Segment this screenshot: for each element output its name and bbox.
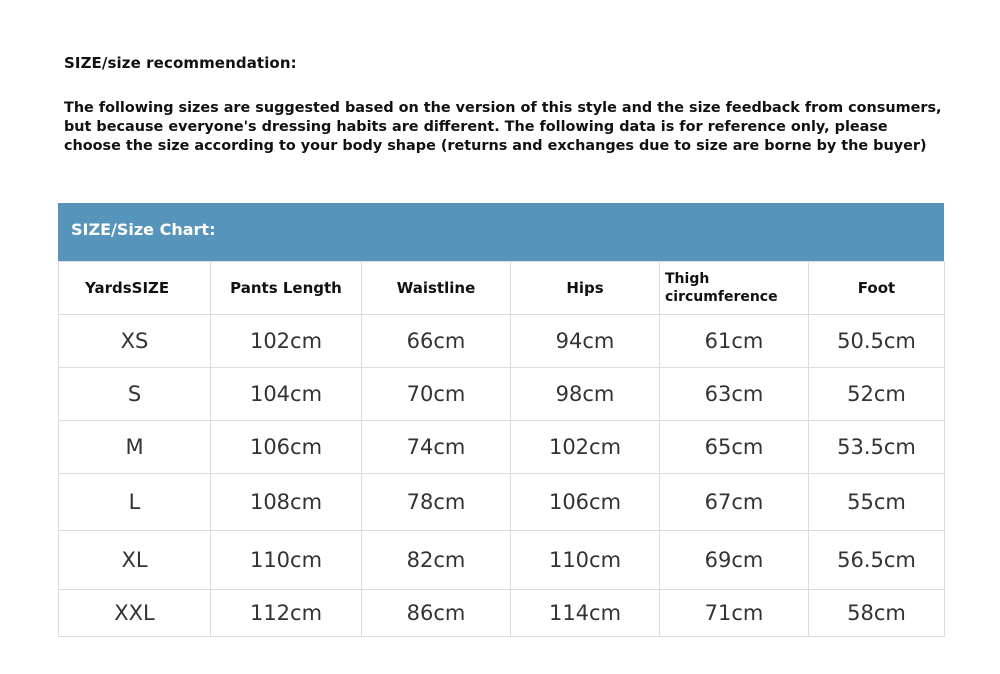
cell-foot: 53.5cm bbox=[809, 421, 945, 474]
page-title: SIZE/size recommendation: bbox=[64, 54, 297, 72]
table-row bbox=[59, 421, 945, 474]
size-recommendation-description bbox=[64, 99, 964, 156]
table-row bbox=[59, 474, 945, 531]
description-line: The following sizes are suggested based on the version of this style and the size feedback from consumers, bbox=[64, 100, 942, 116]
description-line: but because everyone's dressing habits are different. The following data is for reference only, please bbox=[64, 119, 888, 135]
cell-pants-length: 104cm bbox=[211, 368, 362, 421]
cell-pants-length: 110cm bbox=[211, 531, 362, 590]
cell-foot: 50.5cm bbox=[809, 315, 945, 368]
cell-foot: 52cm bbox=[809, 368, 945, 421]
cell-hips: 102cm bbox=[511, 421, 660, 474]
thigh-label-line-1: Thigh bbox=[665, 271, 710, 287]
column-header-thigh-circumference bbox=[660, 262, 809, 315]
size-table bbox=[58, 261, 945, 637]
cell-waistline: 74cm bbox=[362, 421, 511, 474]
table-header-row bbox=[59, 262, 945, 315]
thigh-label-line-2: circumference bbox=[665, 289, 778, 305]
column-header-hips: Hips bbox=[511, 262, 660, 315]
cell-size: M bbox=[59, 421, 211, 474]
cell-waistline: 78cm bbox=[362, 474, 511, 531]
cell-hips: 114cm bbox=[511, 590, 660, 637]
cell-size: XXL bbox=[59, 590, 211, 637]
description-line: choose the size according to your body shape (returns and exchanges due to size are borne by the buyer) bbox=[64, 138, 927, 154]
size-chart-title: SIZE/Size Chart: bbox=[58, 203, 944, 261]
cell-foot: 56.5cm bbox=[809, 531, 945, 590]
cell-size: S bbox=[59, 368, 211, 421]
cell-size: XL bbox=[59, 531, 211, 590]
cell-pants-length: 106cm bbox=[211, 421, 362, 474]
cell-hips: 94cm bbox=[511, 315, 660, 368]
cell-waistline: 82cm bbox=[362, 531, 511, 590]
table-row bbox=[59, 368, 945, 421]
cell-thigh: 63cm bbox=[660, 368, 809, 421]
cell-thigh: 61cm bbox=[660, 315, 809, 368]
size-chart bbox=[58, 203, 944, 637]
cell-pants-length: 108cm bbox=[211, 474, 362, 531]
cell-size: XS bbox=[59, 315, 211, 368]
table-row bbox=[59, 590, 945, 637]
column-header-pants-length: Pants Length bbox=[211, 262, 362, 315]
cell-thigh: 69cm bbox=[660, 531, 809, 590]
table-row bbox=[59, 531, 945, 590]
cell-waistline: 66cm bbox=[362, 315, 511, 368]
column-header-waistline: Waistline bbox=[362, 262, 511, 315]
cell-pants-length: 112cm bbox=[211, 590, 362, 637]
cell-hips: 106cm bbox=[511, 474, 660, 531]
cell-hips: 110cm bbox=[511, 531, 660, 590]
column-header-size: YardsSIZE bbox=[59, 262, 211, 315]
cell-size: L bbox=[59, 474, 211, 531]
cell-pants-length: 102cm bbox=[211, 315, 362, 368]
cell-foot: 58cm bbox=[809, 590, 945, 637]
table-row bbox=[59, 315, 945, 368]
cell-thigh: 67cm bbox=[660, 474, 809, 531]
cell-foot: 55cm bbox=[809, 474, 945, 531]
cell-thigh: 65cm bbox=[660, 421, 809, 474]
cell-waistline: 86cm bbox=[362, 590, 511, 637]
cell-waistline: 70cm bbox=[362, 368, 511, 421]
column-header-foot: Foot bbox=[809, 262, 945, 315]
cell-thigh: 71cm bbox=[660, 590, 809, 637]
cell-hips: 98cm bbox=[511, 368, 660, 421]
